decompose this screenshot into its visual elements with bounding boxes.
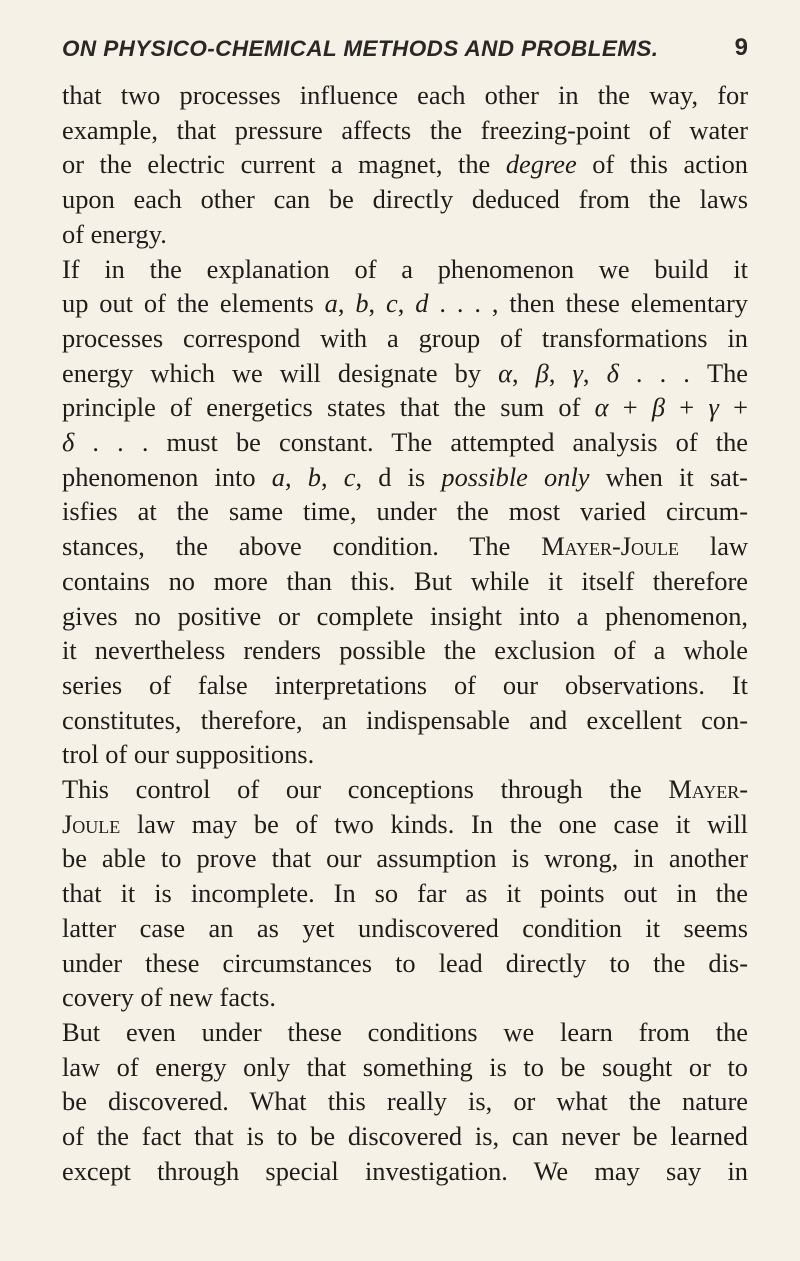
text-line: trol of our suppositions. <box>62 739 315 770</box>
paragraph-3 <box>62 772 748 1015</box>
text-line: energy which we will designate by α, β, γ, δ . . . The <box>62 357 748 388</box>
text-line: example, that pressure affects the freezing-point of water <box>62 114 748 145</box>
text-line: δ . . . must be constant. The attempted analysis of the <box>62 427 748 458</box>
paragraph-2 <box>62 252 748 773</box>
text-line: This control of our conceptions through the Mayer- <box>62 774 748 805</box>
text-line: that two processes influence each other in the way, for <box>62 80 748 110</box>
text-line: that it is incomplete. In so far as it points out in the <box>62 878 748 909</box>
text-line: isfies at the same time, under the most varied circum- <box>62 496 748 527</box>
text-line: gives no positive or complete insight into a phenomenon, <box>62 600 748 631</box>
text-line: of the fact that is to be discovered is, can never be learned <box>62 1121 748 1152</box>
page-header <box>62 30 748 70</box>
text-line: of energy. <box>62 218 167 249</box>
text-line: it nevertheless renders possible the exclusion of a whole <box>62 635 748 666</box>
text-line: latter case an as yet undiscovered condition it seems <box>62 912 748 943</box>
text-line: be discovered. What this really is, or what the nature <box>62 1086 748 1117</box>
text-line: up out of the elements a, b, c, d . . . , then these elementary <box>62 288 748 319</box>
paragraph-1 <box>62 78 748 252</box>
text-line: stances, the above condition. The Mayer-Joule law <box>62 531 749 562</box>
text-line: under these circumstances to lead directly to the dis- <box>62 947 748 978</box>
text-line: be able to prove that our assumption is wrong, in another <box>62 843 748 874</box>
text-line: Joule law may be of two kinds. In the one case it will <box>62 808 748 839</box>
text-line: covery of new facts. <box>62 982 276 1013</box>
text-line: But even under these conditions we learn from the <box>62 1016 748 1047</box>
text-line: principle of energetics states that the sum of α + β + γ + <box>62 392 748 423</box>
text-line: phenomenon into a, b, c, d is possible only when it sat- <box>62 461 748 492</box>
text-line: If in the explanation of a phenomenon we build it <box>62 253 748 284</box>
running-head: ON PHYSICO-CHEMICAL METHODS AND PROBLEMS. <box>62 36 659 61</box>
body-text <box>62 78 748 1189</box>
text-line: law of energy only that something is to be sought or to <box>62 1051 748 1082</box>
paragraph-4 <box>62 1015 748 1189</box>
text-line: constitutes, therefore, an indispensable and excellent con- <box>62 704 748 735</box>
text-line: or the electric current a magnet, the degree of this action <box>62 149 748 180</box>
text-line: except through special investigation. We may say in <box>62 1155 748 1186</box>
text-line: processes correspond with a group of transformations in <box>62 322 748 353</box>
text-line: series of false interpretations of our observations. It <box>62 669 748 700</box>
text-line: contains no more than this. But while it itself therefore <box>62 565 748 596</box>
page-number: 9 <box>734 34 748 61</box>
text-line: upon each other can be directly deduced from the laws <box>62 184 748 215</box>
